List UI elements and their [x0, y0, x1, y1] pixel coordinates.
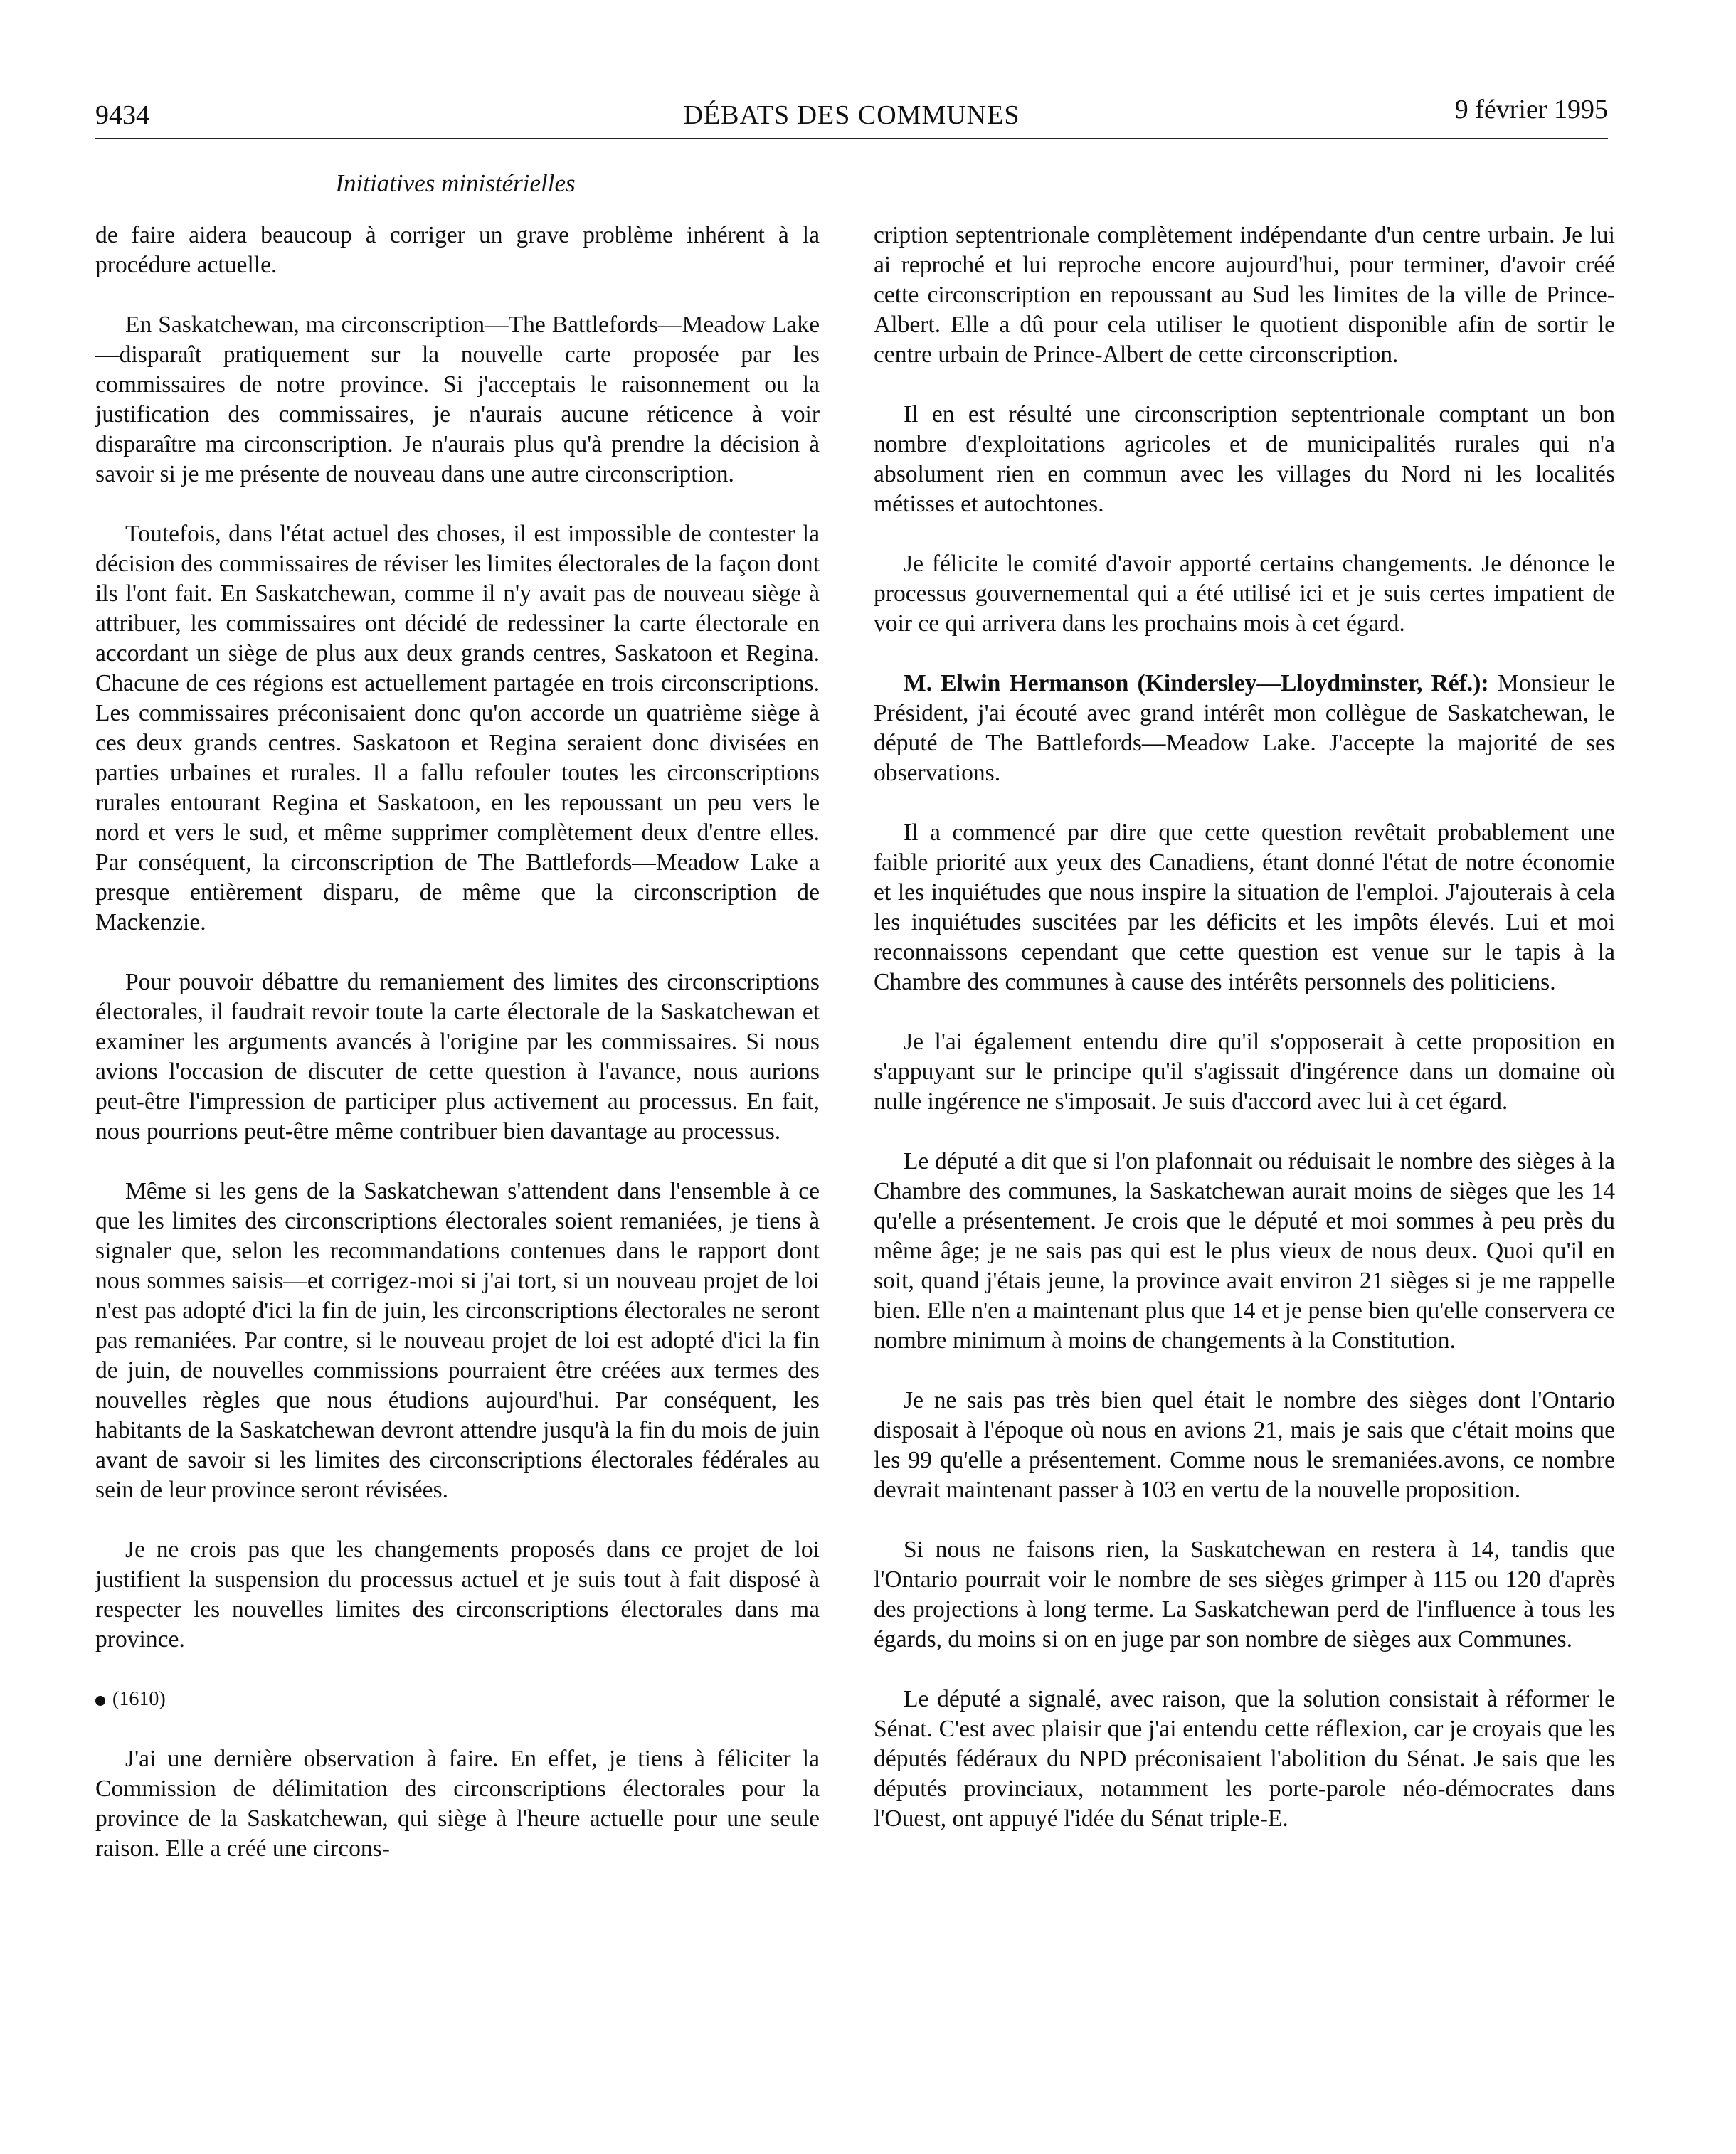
speaker-text: Monsieur le Président, j'ai écouté avec grand intérêt mon collègue de Saskatchewan, le député de The Battlefords—Meadow Lake. J'accepte la majorité de ses observations. — [874, 670, 1615, 786]
time-marker — [95, 1685, 820, 1714]
left-column — [95, 221, 820, 1894]
bullet-icon — [95, 1696, 105, 1706]
paragraph: Pour pouvoir débattre du remaniement des limites des circonscriptions électorales, il faudrait revoir toute la carte électorale de la Saskatchewan et examiner les arguments avancés à l'origine par les commissaires. Si nous avions l'occasion de discuter de cette question à l'avance, nous aurions peut-être l'impression de participer plus activement au processus. En fait, nous pourrions peut-être même contribuer bien davantage au processus. — [95, 969, 820, 1145]
page-number: 9434 — [95, 100, 149, 130]
paragraph: de faire aidera beaucoup à corriger un grave problème inhérent à la procédure actuelle. — [95, 222, 820, 278]
publication-date: 9 février 1995 — [1454, 95, 1608, 124]
paragraph: Si nous ne faisons rien, la Saskatchewan en restera à 14, tandis que l'Ontario pourrait voir le nombre de ses sièges grimper à 115 ou 120 d'après des projections à long terme. La Saskatchewan perd de l'influence à tous les égards, du moins si on en juge par son nombre de sièges aux Communes. — [874, 1537, 1615, 1652]
paragraph: Il en est résulté une circonscription septentrionale comptant un bon nombre d'exploitations agricoles et de municipalités rurales qui n'a absolument rien en commun avec les villages du Nord ni les localités métisses et autochtones. — [874, 401, 1615, 517]
paragraph: J'ai une dernière observation à faire. En effet, je tiens à féliciter la Commission de délimitation des circonscriptions électorales pour la province de la Saskatchewan, qui siège à l'heure actuelle pour une seule raison. Elle a créé une circons- — [95, 1746, 820, 1862]
paragraph: Je ne sais pas très bien quel était le nombre des sièges dont l'Ontario disposait à l'époque où nous en avions 21, mais je sais que c'était moins que les 99 qu'elle a présentement. Comme nous le sremaniées.avons, ce nombre devrait maintenant passer à 103 en vertu de la nouvelle proposition. — [874, 1387, 1615, 1503]
paragraph: Le député a signalé, avec raison, que la solution consistait à réformer le Sénat. C'est avec plaisir que j'ai entendu cette réflexion, car je croyais que les députés fédéraux du NPD préconisaient l'abolition du Sénat. Je sais que les députés provinciaux, notamment les porte-parole néo-démocrates dans l'Ouest, ont appuyé l'idée du Sénat triple-E. — [874, 1686, 1615, 1832]
section-title: Initiatives ministérielles — [335, 169, 576, 197]
publication-title: DÉBATS DES COMMUNES — [683, 100, 1020, 130]
paragraph: Je ne crois pas que les changements proposés dans ce projet de loi justifient la suspension du processus actuel et je suis tout à fait disposé à respecter les nouvelles limites des circonscriptions électorales dans ma province. — [95, 1537, 820, 1652]
paragraph: Même si les gens de la Saskatchewan s'attendent dans l'ensemble à ce que les limites des circonscriptions électorales soient remaniées, je tiens à signaler que, selon les recommandations contenues dans le rapport dont nous sommes saisis—et corrigez-moi si j'ai tort, si un nouveau projet de loi n'est pas adopté d'ici la fin de juin, les circonscriptions électorales ne seront pas remaniées. Par contre, si le nouveau projet de loi est adopté d'ici la fin de juin, de nouvelles commissions pourraient être créées aux termes des nouvelles règles que nous étudions aujourd'hui. Par conséquent, les habitants de la Saskatchewan devront attendre jusqu'à la fin du mois de juin avant de savoir si les limites des circonscriptions électorales fédérales au sein de leur province seront révisées. — [95, 1178, 820, 1503]
speaker-name: M. Elwin Hermanson (Kindersley—Lloydminster, Réf.): — [904, 670, 1489, 696]
right-column — [874, 221, 1615, 1864]
page-header — [95, 94, 1608, 139]
paragraph: En Saskatchewan, ma circonscription—The Battlefords—Meadow Lake—disparaît pratiquement sur la nouvelle carte proposée par les commissaires de notre province. Si j'acceptais le raisonnement ou la justification des commissaires, je n'aurais aucune réticence à voir disparaître ma circonscription. Je n'aurais plus qu'à prendre la décision à savoir si je me présente de nouveau dans une autre circonscription. — [95, 312, 820, 487]
paragraph: Je l'ai également entendu dire qu'il s'opposerait à cette proposition en s'appuyant sur le principe qu'il s'agissait d'ingérence dans un domaine où nulle ingérence ne s'imposait. Je suis d'accord avec lui à cet égard. — [874, 1029, 1615, 1115]
paragraph: Il a commencé par dire que cette question revêtait probablement une faible priorité aux yeux des Canadiens, étant donné l'état de notre économie et les inquiétudes que nous inspire la situation de l'emploi. J'ajouterais à cela les inquiétudes suscitées par les déficits et les impôts élevés. Lui et moi reconnaissons cependant que cette question est venue sur le tapis à la Chambre des communes à cause des intérêts personnels des politiciens. — [874, 819, 1615, 995]
time-marker-label: (1610) — [112, 1688, 166, 1710]
speaker-paragraph — [874, 669, 1615, 788]
paragraph: Le député a dit que si l'on plafonnait ou réduisait le nombre des sièges à la Chambre des communes, la Saskatchewan aurait moins de sièges que les 14 qu'elle a présentement. Je crois que le député et moi sommes à peu près du même âge; je ne sais pas qui est le plus vieux de nous deux. Quoi qu'il en soit, quand j'étais jeune, la province avait environ 21 sièges si je me rappelle bien. Elle n'en a maintenant plus que 14 et je pense bien qu'elle conservera ce nombre minimum à moins de changements à la Constitution. — [874, 1148, 1615, 1354]
paragraph: Toutefois, dans l'état actuel des choses, il est impossible de contester la décision des commissaires de réviser les limites électorales de la façon dont ils l'ont fait. En Saskatchewan, comme il n'y avait pas de nouveau siège à attribuer, les commissaires ont décidé de redessiner la carte électorale en accordant un siège de plus aux deux grands centres, Saskatoon et Regina. Chacune de ces régions est actuellement partagée en trois circonscriptions. Les commissaires préconisaient donc qu'on accorde un quatrième siège à ces deux grands centres. Saskatoon et Regina seraient donc divisées en parties urbaines et rurales. Il a fallu refouler toutes les circonscriptions rurales entourant Regina et Saskatoon, en les repoussant un peu vers le nord et vers le sud, et même supprimer complètement deux d'entre elles. Par conséquent, la circonscription de The Battlefords—Meadow Lake a presque entièrement disparu, de même que la circonscription de Mackenzie. — [95, 521, 820, 935]
paragraph: Je félicite le comité d'avoir apporté certains changements. Je dénonce le processus gouvernemental qui a été utilisé ici et je suis certes impatient de voir ce qui arrivera dans les prochains mois à cet égard. — [874, 551, 1615, 637]
paragraph: cription septentrionale complètement indépendante d'un centre urbain. Je lui ai reproché et lui reproche encore aujourd'hui, pour terminer, d'avoir créé cette circonscription en repoussant au Sud les limites de la ville de Prince-Albert. Elle a dû pour cela utiliser le quotient disponible afin de sortir le centre urbain de Prince-Albert de cette circonscription. — [874, 222, 1615, 368]
